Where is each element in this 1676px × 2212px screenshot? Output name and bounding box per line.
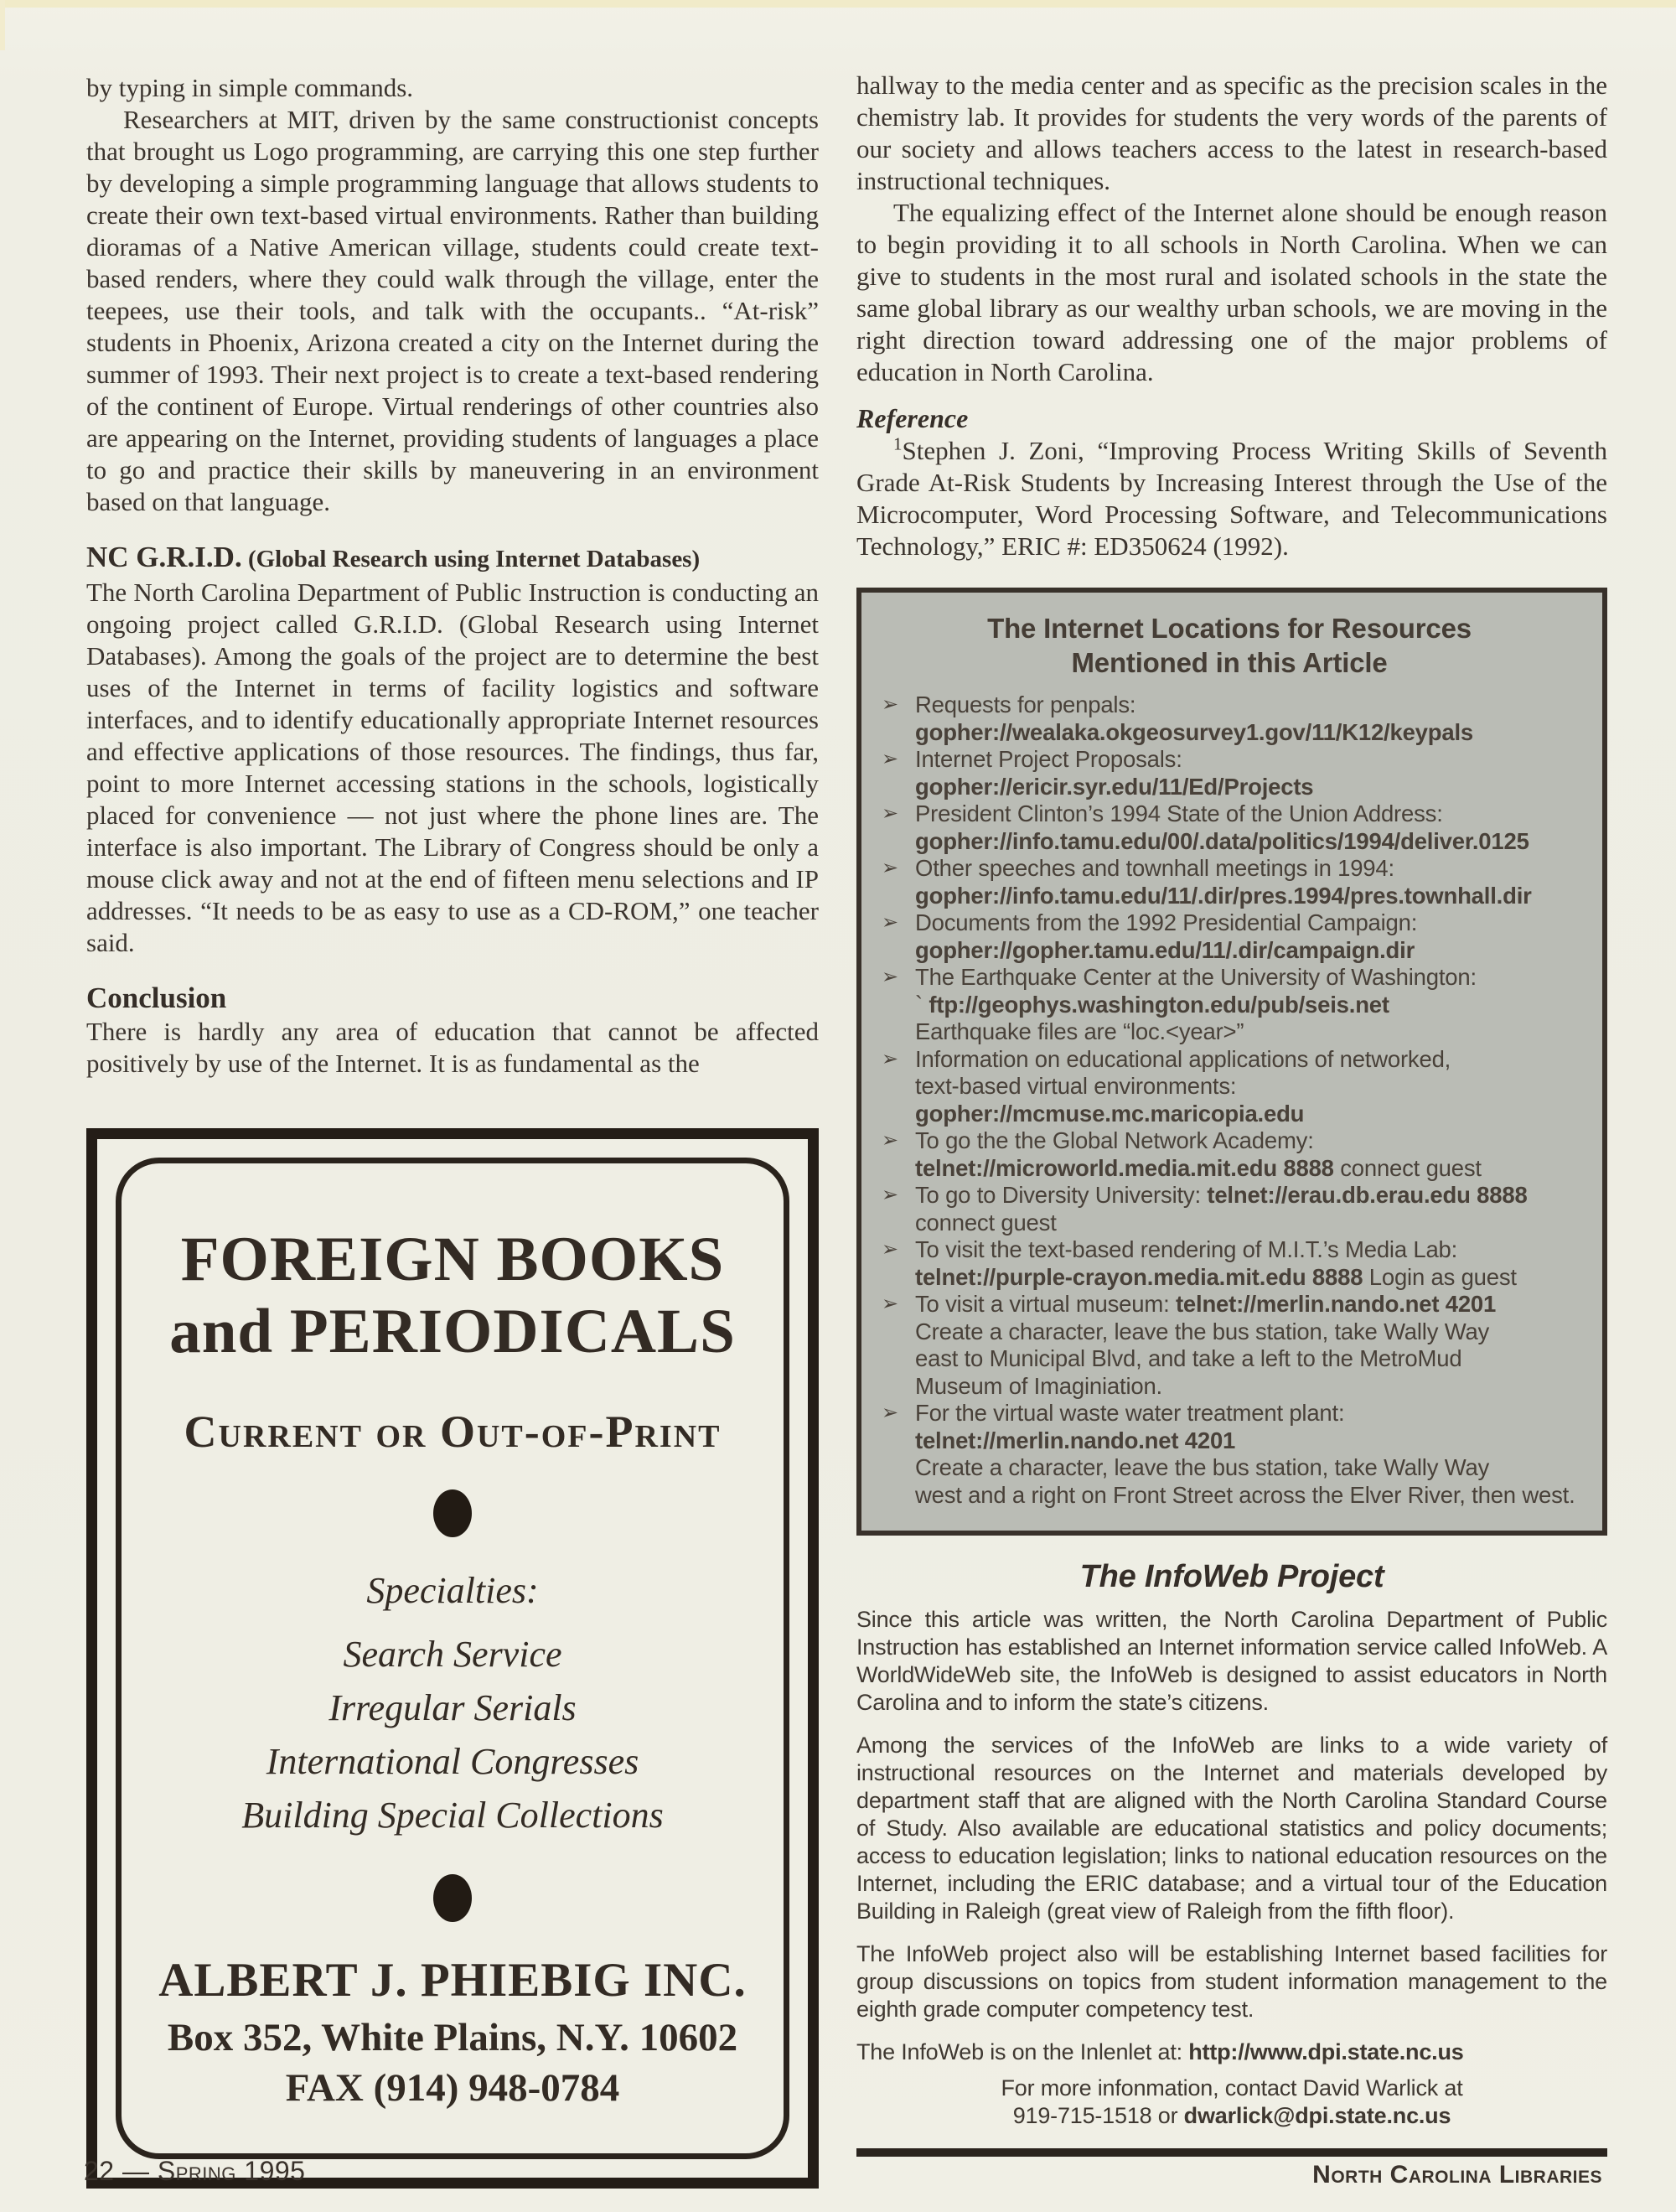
arrow-bullet-icon: ➢	[882, 1401, 898, 1424]
resources-box-title	[878, 611, 1580, 680]
para-nc-grid: The North Carolina Department of Public Instruction is conducting an ongoing project called G.R.I.D. (Global Research using Internet Databases). Among the goals of the project are to determine the best uses of the Internet in terms of facility logistics and software interfaces, and to identify educationally appropriate Internet resources and effective applications of those resources. The findings, thus far, point to more Internet accessing stations in the schools, logistically placed for convenience — not just where the phone lines are. The interface is also important. The Library of Congress should be only a mouse click away and not at the end of fifteen menu selections and IP addresses. “It needs to be as easy to use as a CD-ROM,” one teacher said.	[86, 578, 819, 957]
resource-text: connect guest	[915, 1209, 1057, 1236]
contact-or: or	[1151, 2103, 1184, 2128]
resource-line	[878, 719, 1580, 747]
resource-item	[878, 692, 1580, 746]
resource-item	[878, 1046, 1580, 1128]
resource-line	[878, 746, 1580, 774]
resource-text: gopher://ericir.syr.edu/11/Ed/Projects	[915, 773, 1314, 800]
resource-line	[878, 1373, 1580, 1401]
arrow-bullet-icon: ➢	[882, 748, 898, 770]
resource-text: Documents from the 1992 Presidential Campaign:	[915, 909, 1418, 935]
resource-line	[878, 909, 1580, 937]
resource-item	[878, 909, 1580, 964]
arrow-bullet-icon: ➢	[882, 1184, 898, 1206]
ad-title-line1: FOREIGN BOOKS	[180, 1225, 725, 1294]
resources-box-title-line2: Mentioned in this Article	[1071, 647, 1388, 678]
resource-text: To go the the Global Network Academy:	[915, 1127, 1314, 1153]
ad-specialty: Building Special Collections	[241, 1795, 664, 1836]
arrow-bullet-icon: ➢	[882, 1129, 898, 1152]
resource-text: telnet://merlin.nando.net 4201	[915, 1427, 1236, 1453]
arrow-bullet-icon: ➢	[882, 802, 898, 825]
infoweb-section	[856, 1557, 1607, 2157]
resource-line	[878, 1400, 1580, 1427]
resource-text: For the virtual waste water treatment plant:	[915, 1400, 1345, 1426]
resource-line	[878, 1318, 1580, 1346]
resource-item	[878, 855, 1580, 909]
resource-text: telnet://microworld.media.mit.edu 8888 connect guest	[915, 1154, 1482, 1181]
bullet-spacer	[878, 1155, 915, 1183]
resource-line	[878, 1155, 1580, 1183]
arrow-bullet-icon: ➢	[882, 693, 898, 716]
resource-line	[878, 1291, 1580, 1318]
scan-top-edge	[0, 0, 1676, 8]
ad-specialty: Search Service	[343, 1634, 562, 1675]
resource-line	[878, 855, 1580, 883]
resource-text: gopher://wealaka.okgeosurvey1.gov/11/K12/keypals	[915, 718, 1474, 745]
resource-line	[878, 1264, 1580, 1292]
resource-item	[878, 800, 1580, 855]
resource-text: Information on educational applications of networked,	[915, 1045, 1451, 1072]
resource-text: The Earthquake Center at the University of Washington:	[915, 964, 1477, 990]
bullet-spacer	[878, 719, 915, 747]
ad-subtitle: Current or Out-of-Print	[184, 1406, 722, 1457]
resource-text: Museum of Imaginiation.	[915, 1372, 1162, 1399]
bullet-spacer	[878, 1345, 915, 1373]
resource-line	[878, 692, 1580, 719]
infoweb-url: http://www.dpi.state.nc.us	[1188, 2039, 1464, 2064]
resource-item	[878, 1182, 1580, 1236]
contact-phone: 919-715-1518	[1012, 2103, 1152, 2128]
bullet-spacer	[878, 1018, 915, 1046]
infoweb-para-2: Among the services of the InfoWeb are links to a wide variety of instructional resources on the Internet and materials developed by department staff that are aligned with the North Carolina Standard Course of Study. Also available are educational statistics and policy documents; access to education legislation; links to national education resources on the Internet, including the ERIC database; and a virtual tour of the Education Building in Raleigh (great view of Raleigh from the fifth floor).	[856, 1733, 1607, 1924]
arrow-bullet-icon: ➢	[882, 966, 898, 988]
resource-line	[878, 1101, 1580, 1128]
reference-text: Stephen J. Zoni, “Improving Process Writing Skills of Seventh Grade At-Risk Students by Increasing Interest through the Use of the Microcomputer, Word Processing Software, and Telecommunications Technology,” ERIC #: ED350624 (1992).	[856, 436, 1607, 561]
ad-inner-frame	[116, 1158, 789, 2159]
arrow-bullet-icon: ➢	[882, 1292, 898, 1315]
resource-text: telnet://purple-crayon.media.mit.edu 8888 Login as guest	[915, 1263, 1517, 1290]
resource-line	[878, 964, 1580, 992]
resource-line	[878, 774, 1580, 801]
nc-grid-subtitle: (Global Research using Internet Databases)	[241, 546, 701, 572]
resource-line	[878, 1018, 1580, 1046]
para-hallway: hallway to the media center and as specific as the precision scales in the chemistry lab. It provides for students the very words of the parents of our society and allows teachers access to the latest in research-based instructional techniques.	[856, 70, 1607, 195]
ad-specialties-list	[142, 1628, 763, 1842]
infoweb-para-3: The InfoWeb project also will be establishing Internet based facilities for group discussions on topics from student information management to the eighth grade computer competency test.	[856, 1941, 1607, 2022]
bullet-spacer	[878, 883, 915, 910]
resource-text: Requests for penpals:	[915, 692, 1136, 717]
resource-text: To go to Diversity University: telnet://erau.db.erau.edu 8888	[915, 1182, 1528, 1208]
scan-left-edge	[0, 0, 5, 50]
footer-journal-title: North Carolina Libraries	[1312, 2161, 1602, 2189]
resource-line	[878, 1236, 1580, 1264]
resource-line	[878, 1482, 1580, 1510]
resource-text: ` ftp://geophys.washington.edu/pub/seis.net	[915, 991, 1389, 1018]
arrow-bullet-icon: ➢	[882, 911, 898, 934]
footnote-number: 1	[893, 433, 903, 454]
arrow-bullet-icon: ➢	[882, 1238, 898, 1261]
resource-line	[878, 828, 1580, 856]
bullet-spacer	[878, 992, 915, 1019]
arrow-bullet-icon: ➢	[882, 857, 898, 879]
bullet-spacer	[878, 1427, 915, 1455]
resource-line	[878, 800, 1580, 828]
decorative-dot	[433, 1489, 472, 1537]
resource-text: Create a character, leave the bus station, take Wally Way	[915, 1318, 1490, 1344]
bottom-rule	[856, 2148, 1607, 2157]
reference-heading: Reference	[856, 403, 969, 433]
infoweb-contact-line2	[856, 2102, 1607, 2130]
resource-line	[878, 1182, 1580, 1210]
resource-line	[878, 883, 1580, 910]
resource-line	[878, 1454, 1580, 1482]
resource-text: west and a right on Front Street across the Elver River, then west.	[915, 1481, 1575, 1508]
resource-item	[878, 964, 1580, 1046]
resources-box-title-line1: The Internet Locations for Resources	[987, 613, 1472, 644]
resource-item	[878, 1291, 1580, 1400]
para-conclusion: There is hardly any area of education that cannot be affected positively by use of the Internet. It is as fundamental as the	[86, 1017, 819, 1078]
resource-item	[878, 1127, 1580, 1182]
bullet-spacer	[878, 1373, 915, 1401]
resource-text: gopher://info.tamu.edu/00/.data/politics/1994/deliver.0125	[915, 827, 1529, 854]
section-heading-nc-grid	[86, 540, 819, 577]
resource-text: text-based virtual environments:	[915, 1073, 1237, 1099]
resource-item	[878, 1400, 1580, 1509]
ad-company-name: ALBERT J. PHIEBIG INC.	[158, 1954, 747, 2007]
resource-line	[878, 1073, 1580, 1101]
resource-list	[878, 692, 1580, 1509]
bullet-spacer	[878, 828, 915, 856]
resource-text: Create a character, leave the bus station, take Wally Way	[915, 1454, 1490, 1480]
ad-specialty: International Congresses	[266, 1741, 639, 1782]
resource-line	[878, 1427, 1580, 1455]
resource-text: gopher://info.tamu.edu/11/.dir/pres.1994/pres.townhall.dir	[915, 882, 1532, 909]
resource-item	[878, 746, 1580, 800]
resource-text: gopher://mcmuse.mc.maricopia.edu	[915, 1100, 1305, 1127]
resource-text: Earthquake files are “loc.<year>”	[915, 1018, 1244, 1044]
ad-address: Box 352, White Plains, N.Y. 10602	[167, 2016, 738, 2059]
resource-text: To visit a virtual museum: telnet://merlin.nando.net 4201	[915, 1291, 1497, 1317]
resource-text: gopher://gopher.tamu.edu/11/.dir/campaign.dir	[915, 936, 1415, 963]
arrow-bullet-icon: ➢	[882, 1047, 898, 1070]
ad-title-line2: and PERIODICALS	[169, 1296, 736, 1366]
internet-resources-box	[856, 588, 1607, 1536]
ad-specialty: Irregular Serials	[328, 1687, 577, 1728]
resource-line	[878, 1046, 1580, 1074]
bullet-spacer	[878, 1318, 915, 1346]
ad-foreign-books	[86, 1128, 819, 2189]
para-mit-research: Researchers at MIT, driven by the same constructionist concepts that brought us Logo programming, are carrying this one step further by developing a simple programming language that allows students to create their own text-based virtual environments. Rather than building dioramas of a Native American village, students could create text-based renders, where they could walk through the village, enter the teepees, use their tools, and talk with the occupants.. “At-risk” students in Phoenix, Arizona created a city on the Internet during the summer of 1993. Their next project is to create a text-based rendering of the continent of Europe. Virtual renderings of other countries also are appearing on the Internet, providing students of languages a place to go and practice their skills by maneuvering in an environment based on that language.	[86, 105, 819, 516]
infoweb-online-line	[856, 2038, 1607, 2066]
bullet-spacer	[878, 1454, 915, 1482]
resource-line	[878, 937, 1580, 965]
resource-text: east to Municipal Blvd, and take a left to the MetroMud	[915, 1345, 1462, 1371]
left-column	[86, 72, 819, 2189]
footer-page-number: 22 — Spring 1995	[84, 2156, 306, 2186]
resource-line	[878, 1210, 1580, 1237]
bullet-spacer	[878, 1101, 915, 1128]
right-column	[856, 70, 1607, 2157]
bullet-spacer	[878, 937, 915, 965]
bullet-spacer	[878, 1073, 915, 1101]
infoweb-online-prefix: The InfoWeb is on the Inlenlet at:	[856, 2039, 1189, 2064]
infoweb-title: The InfoWeb Project	[1079, 1559, 1384, 1594]
bullet-spacer	[878, 1210, 915, 1237]
resource-text: Other speeches and townhall meetings in 1994:	[915, 855, 1394, 881]
decorative-dot	[433, 1874, 472, 1922]
resource-line	[878, 1345, 1580, 1373]
ad-specialties-label: Specialties:	[366, 1570, 539, 1611]
resource-text: President Clinton’s 1994 State of the Union Address:	[915, 800, 1443, 826]
resource-text: To visit the text-based rendering of M.I.T.’s Media Lab:	[915, 1236, 1458, 1262]
infoweb-para-1: Since this article was written, the North Carolina Department of Public Instruction has established an Internet information service called InfoWeb. A WorldWideWeb site, the InfoWeb is designed to assist educators in North Carolina and to inform the state’s citizens.	[856, 1607, 1607, 1715]
ad-title	[142, 1224, 763, 1367]
resource-item	[878, 1236, 1580, 1291]
bullet-spacer	[878, 1482, 915, 1510]
bullet-spacer	[878, 1264, 915, 1292]
section-heading-conclusion: Conclusion	[86, 982, 227, 1014]
reference-entry	[856, 435, 1607, 562]
bullet-spacer	[878, 774, 915, 801]
nc-grid-title: NC G.R.I.D.	[86, 541, 242, 573]
resource-line	[878, 1127, 1580, 1155]
resource-line	[878, 992, 1580, 1019]
resource-text: Internet Project Proposals:	[915, 746, 1182, 772]
para-equalizing: The equalizing effect of the Internet alone should be enough reason to begin providing it to all schools in North Carolina. When we can give to students in the most rural and isolated schools in the state the same global library as our wealthy urban schools, we are moving in the right direction toward addressing one of the major problems of education in North Carolina.	[856, 198, 1607, 386]
contact-email: dwarlick@dpi.state.nc.us	[1183, 2103, 1451, 2128]
ad-fax: FAX (914) 948-0784	[285, 2066, 620, 2110]
para-continuation: by typing in simple commands.	[86, 73, 414, 102]
infoweb-contact-line1: For more infonmation, contact David Warlick at	[1001, 2075, 1463, 2101]
